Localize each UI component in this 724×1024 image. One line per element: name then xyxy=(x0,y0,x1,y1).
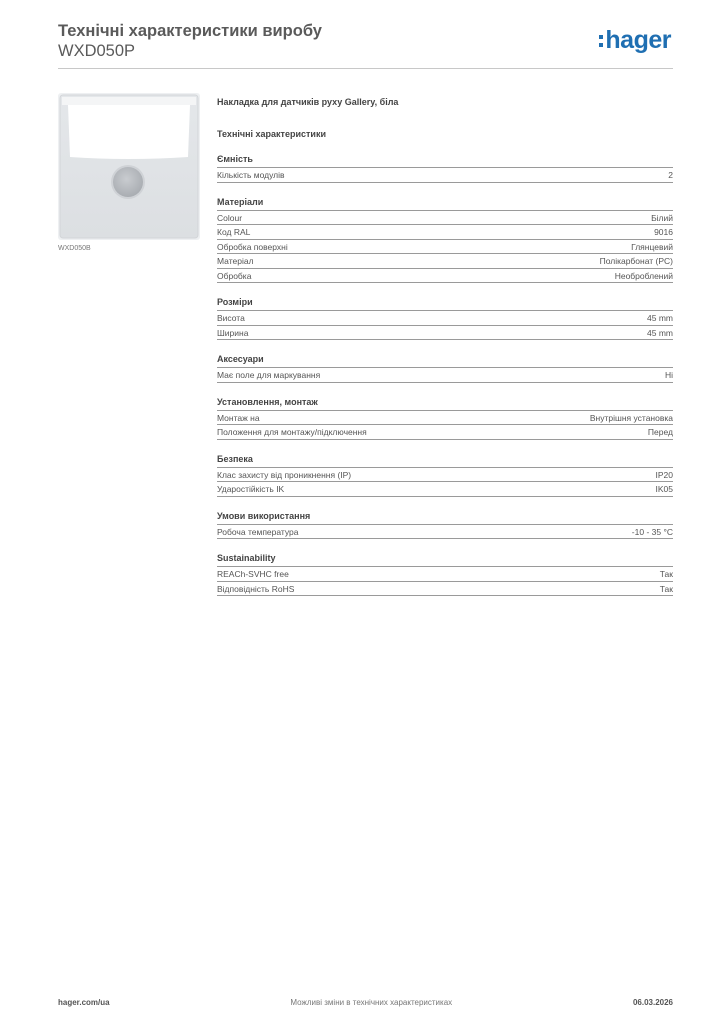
hager-logo xyxy=(599,26,671,55)
product-code: WXD050P xyxy=(58,42,136,60)
section-title: Установлення, монтаж xyxy=(217,396,673,411)
spec-value: Глянцевий xyxy=(631,241,673,252)
spec-row xyxy=(217,311,673,326)
spec-label: Код RAL xyxy=(217,227,251,237)
spec-content xyxy=(217,96,673,596)
section-title: Матеріали xyxy=(217,196,673,211)
spec-row xyxy=(217,525,673,540)
spec-row xyxy=(217,482,673,497)
section-conditions xyxy=(217,510,673,540)
spec-row xyxy=(217,567,673,582)
spec-value: -10 - 35 °C xyxy=(631,526,673,537)
spec-value: 45 mm xyxy=(647,327,673,338)
document-footer xyxy=(58,998,673,1007)
spec-label: Монтаж на xyxy=(217,412,260,423)
spec-label: Має поле для маркування xyxy=(217,370,321,380)
spec-value: Необроблений xyxy=(614,270,673,281)
spec-row xyxy=(217,240,673,255)
spec-value: Так xyxy=(659,583,673,594)
footer-date: 06.03.2026 xyxy=(632,998,673,1007)
footer-website-link[interactable]: hager.com/ua xyxy=(58,998,110,1007)
spec-row xyxy=(217,269,673,284)
spec-label: Відповідність RoHS xyxy=(217,583,295,594)
spec-row xyxy=(217,211,673,226)
spec-row xyxy=(217,582,673,597)
section-title: Умови використання xyxy=(217,510,673,525)
image-caption: WXD050B xyxy=(58,245,91,252)
section-safety xyxy=(217,453,673,497)
spec-label: Colour xyxy=(217,212,243,223)
product-name: Накладка для датчиків руху Gallery, біла xyxy=(217,97,399,107)
document-header xyxy=(58,22,673,61)
spec-row xyxy=(217,411,673,426)
logo-colon-icon xyxy=(599,35,603,47)
footer-disclaimer: Можливі зміни в технічних характеристиках xyxy=(290,998,453,1007)
spec-label: Ударостійкість IK xyxy=(217,484,285,494)
spec-value: Перед xyxy=(647,427,673,437)
spec-label: Кількість модулів xyxy=(217,170,285,180)
product-image xyxy=(58,93,200,240)
spec-value: Полікарбонат (PC) xyxy=(599,256,673,266)
spec-label: Висота xyxy=(217,313,245,323)
spec-row xyxy=(217,368,673,383)
spec-row xyxy=(217,168,673,183)
spec-label: Ширина xyxy=(217,327,249,338)
spec-row xyxy=(217,254,673,269)
spec-heading: Технічні характеристики xyxy=(217,129,326,139)
spec-value: Внутрішня установка xyxy=(589,412,673,423)
section-dimensions xyxy=(217,296,673,340)
spec-value: Білий xyxy=(651,212,673,223)
section-title: Безпека xyxy=(217,453,673,468)
section-sustainability xyxy=(217,552,673,596)
spec-value: 2 xyxy=(668,170,673,180)
logo-text: hager xyxy=(605,26,671,54)
spec-value: 45 mm xyxy=(647,313,673,323)
section-capacity xyxy=(217,153,673,183)
section-materials xyxy=(217,196,673,284)
section-title: Ємність xyxy=(217,153,673,168)
page-title: Технічні характеристики виробу xyxy=(58,22,322,40)
spec-label: REACh-SVHC free xyxy=(217,569,289,579)
spec-label: Клас захисту від проникнення (IP) xyxy=(217,469,352,480)
spec-label: Обробка поверхні xyxy=(217,241,288,252)
spec-value: IP20 xyxy=(655,469,673,480)
spec-row xyxy=(217,468,673,483)
section-title: Аксесуари xyxy=(217,353,673,368)
spec-value: Так xyxy=(659,569,673,579)
spec-row xyxy=(217,326,673,341)
spec-label: Матеріал xyxy=(217,256,254,266)
section-installation xyxy=(217,396,673,440)
spec-row xyxy=(217,425,673,440)
spec-row xyxy=(217,225,673,240)
spec-value: Ні xyxy=(664,370,673,380)
section-title: Sustainability xyxy=(217,552,673,567)
section-title: Розміри xyxy=(217,296,673,311)
spec-label: Обробка xyxy=(217,270,252,281)
header-divider xyxy=(58,68,673,69)
spec-value: IK05 xyxy=(655,484,673,494)
section-accessories xyxy=(217,353,673,383)
spec-value: 9016 xyxy=(654,227,673,237)
spec-label: Положення для монтажу/підключення xyxy=(217,427,367,437)
spec-label: Робоча температура xyxy=(217,526,299,537)
